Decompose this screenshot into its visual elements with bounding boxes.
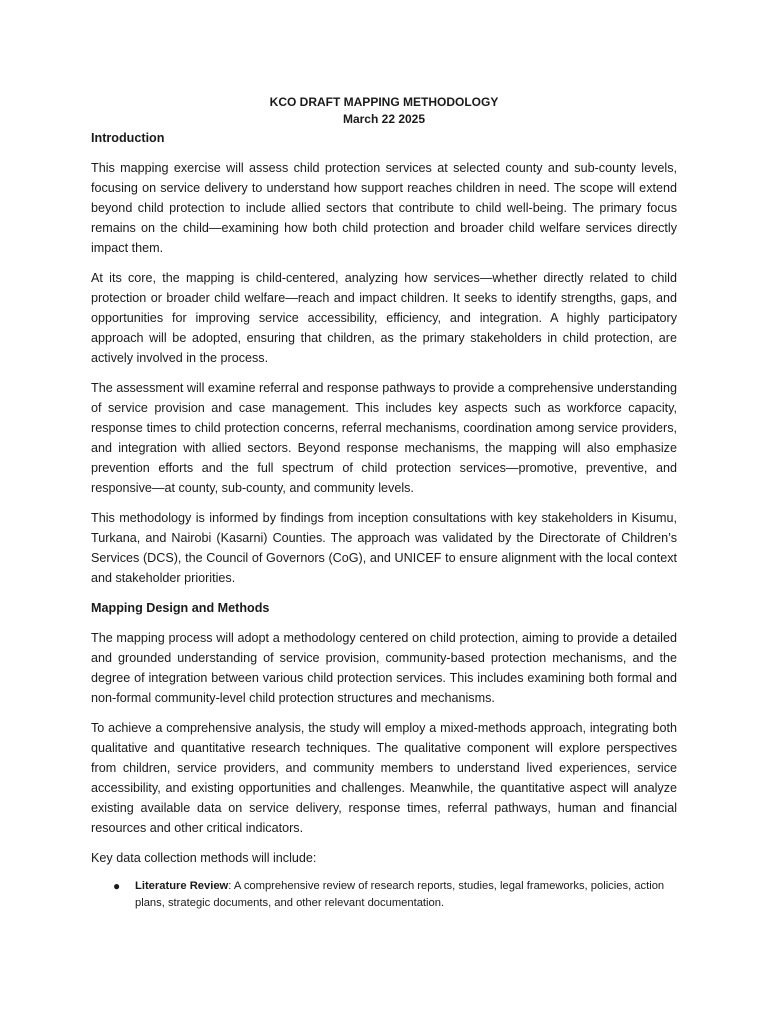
introduction-heading: Introduction bbox=[91, 131, 165, 145]
data-collection-methods-list bbox=[91, 878, 677, 912]
introduction-paragraph-3: The assessment will examine referral and response pathways to provide a comprehensive understanding of service provision and case management. This includes key aspects such as workforce capacity, response times to child protection concerns, referral mechanisms, coordination among service providers, and integration with allied sectors. Beyond response mechanisms, the mapping will also emphasize prevention efforts and the full spectrum of child protection services—promotive, preventive, and responsive—at county, sub-county, and community levels. bbox=[91, 381, 677, 495]
mapping-design-heading: Mapping Design and Methods bbox=[91, 601, 270, 615]
introduction-paragraph-4: This methodology is informed by findings from inception consultations with key stakeholders in Kisumu, Turkana, and Nairobi (Kasarni) Counties. The approach was validated by the Directorate of Children’s Services (DCS), the Council of Governors (CoG), and UNICEF to ensure alignment with the local context and stakeholder priorities. bbox=[91, 511, 677, 585]
document-date: March 22 2025 bbox=[342, 112, 426, 126]
document-title: KCO DRAFT MAPPING METHODOLOGY bbox=[269, 95, 499, 109]
mapping-design-paragraph-3: Key data collection methods will include: bbox=[91, 851, 317, 865]
document-body bbox=[91, 94, 677, 912]
mapping-design-paragraph-1: The mapping process will adopt a methodology centered on child protection, aiming to provide a detailed and grounded understanding of service provision, community-based protection mechanisms, and the degree of integration between various child protection services. This includes examining both formal and non-formal community-level child protection structures and mechanisms. bbox=[91, 631, 677, 705]
mapping-design-paragraph-2: To achieve a comprehensive analysis, the study will employ a mixed-methods approach, integrating both qualitative and quantitative research techniques. The qualitative component will explore perspectives from children, service providers, and community members to understand lived experiences, service accessibility, and existing opportunities and challenges. Meanwhile, the quantitative aspect will analyze existing available data on service delivery, response times, referral pathways, human and financial resources and other critical indicators. bbox=[91, 721, 677, 835]
list-item bbox=[91, 878, 677, 912]
bullet-term: Literature Review bbox=[135, 880, 229, 892]
bullet-icon: ● bbox=[113, 879, 121, 893]
introduction-paragraph-2: At its core, the mapping is child-centered, analyzing how services—whether directly related to child protection or broader child welfare—reach and impact children. It seeks to identify strengths, gaps, and opportunities for improving service accessibility, efficiency, and integration. A highly participatory approach will be adopted, ensuring that children, as the primary stakeholders in child protection, are actively involved in the process. bbox=[91, 271, 677, 365]
introduction-paragraph-1: This mapping exercise will assess child protection services at selected county and sub-county levels, focusing on service delivery to understand how support reaches children in need. The scope will extend beyond child protection to include allied sectors that contribute to child well-being. The primary focus remains on the child—examining how both child protection and broader child welfare services directly impact them. bbox=[91, 161, 677, 255]
bullet-text: : A comprehensive review of research reports, studies, legal frameworks, policies, action plans, strategic documents, and other relevant documentation. bbox=[135, 880, 665, 909]
